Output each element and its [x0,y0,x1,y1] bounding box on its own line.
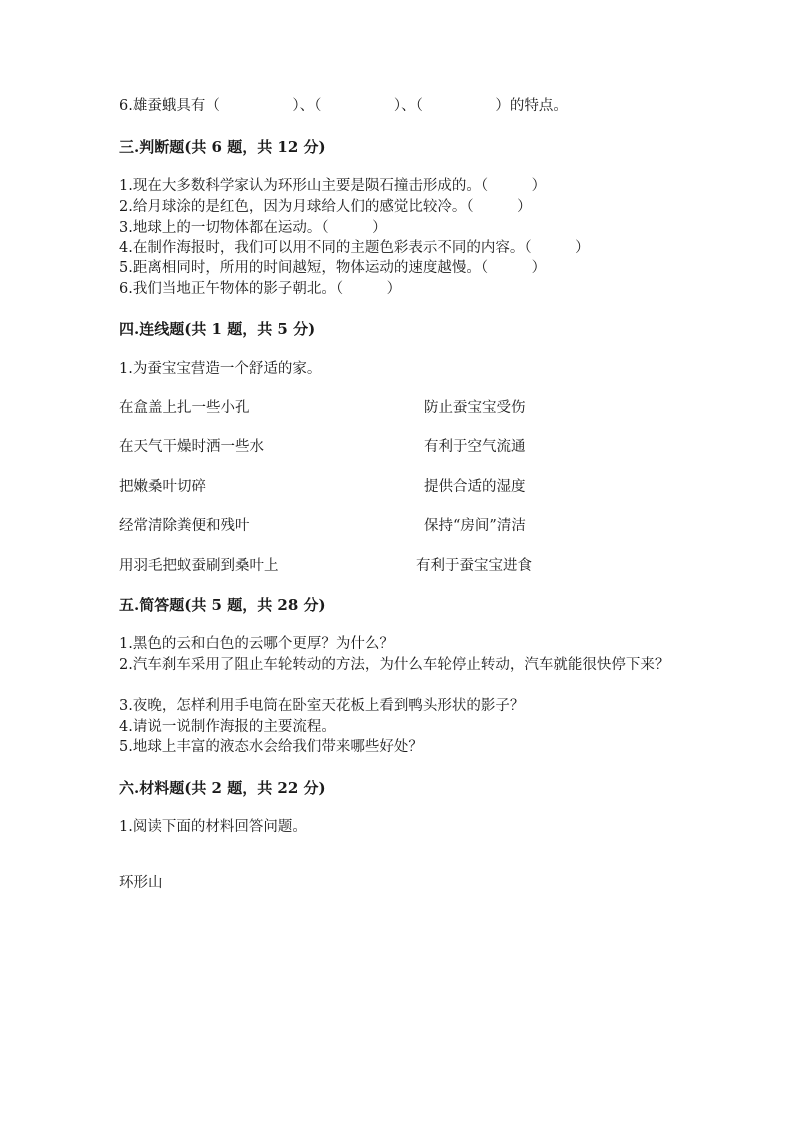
material-title: 环形山 [119,875,163,891]
match-right-4: 保持“房间”清洁 [424,518,526,534]
match-right-3: 提供合适的湿度 [424,479,526,495]
short-answer-1: 1.黑色的云和白色的云哪个更厚？为什么？ [119,636,394,652]
match-left-5: 用羽毛把蚁蚕刷到桑叶上 [119,558,279,574]
short-answer-2: 2.汽车刹车采用了阻止车轮转动的方法，为什么车轮停止转动，汽车就能很快停下来？ [119,657,670,673]
short-answer-3: 3.夜晚，怎样利用手电筒在卧室天花板上看到鸭头形状的影子？ [119,698,525,714]
section-3-heading: 三.判断题(共 6 题，共 12 分) [119,138,326,156]
match-left-1: 在盒盖上扎一些小孔 [119,400,250,416]
section-5-heading: 五.简答题(共 5 题，共 28 分) [119,596,326,614]
short-answer-5: 5.地球上丰富的液态水会给我们带来哪些好处？ [119,739,423,755]
match-right-5: 有利于蚕宝宝进食 [416,558,532,574]
section-6-heading: 六.材料题(共 2 题，共 22 分) [119,779,326,797]
judge-item-5: 5.距离相同时，所用的时间越短，物体运动的速度越慢。（ ） [119,260,547,276]
judge-item-6: 6.我们当地正午物体的影子朝北。（ ） [119,281,402,297]
match-right-2: 有利于空气流通 [424,439,526,455]
judge-item-3: 3.地球上的一切物体都在运动。（ ） [119,220,387,236]
match-left-2: 在天气干燥时洒一些水 [119,439,264,455]
question-6-fill-blank: 6.雄蚕蛾具有（ ）、（ ）、（ ）的特点。 [119,98,568,114]
material-intro: 1.阅读下面的材料回答问题。 [119,819,307,835]
section-4-heading: 四.连线题(共 1 题，共 5 分) [119,320,316,338]
judge-item-4: 4.在制作海报时，我们可以用不同的主题色彩表示不同的内容。（ ） [119,240,590,256]
match-left-3: 把嫩桑叶切碎 [119,479,206,495]
judge-item-2: 2.给月球涂的是红色，因为月球给人们的感觉比较冷。（ ） [119,199,532,215]
short-answer-4: 4.请说一说制作海报的主要流程。 [119,719,336,735]
match-right-1: 防止蚕宝宝受伤 [424,400,526,416]
matching-intro: 1.为蚕宝宝营造一个舒适的家。 [119,361,322,377]
match-left-4: 经常清除粪便和残叶 [119,518,250,534]
judge-item-1: 1.现在大多数科学家认为环形山主要是陨石撞击形成的。（ ） [119,178,547,194]
